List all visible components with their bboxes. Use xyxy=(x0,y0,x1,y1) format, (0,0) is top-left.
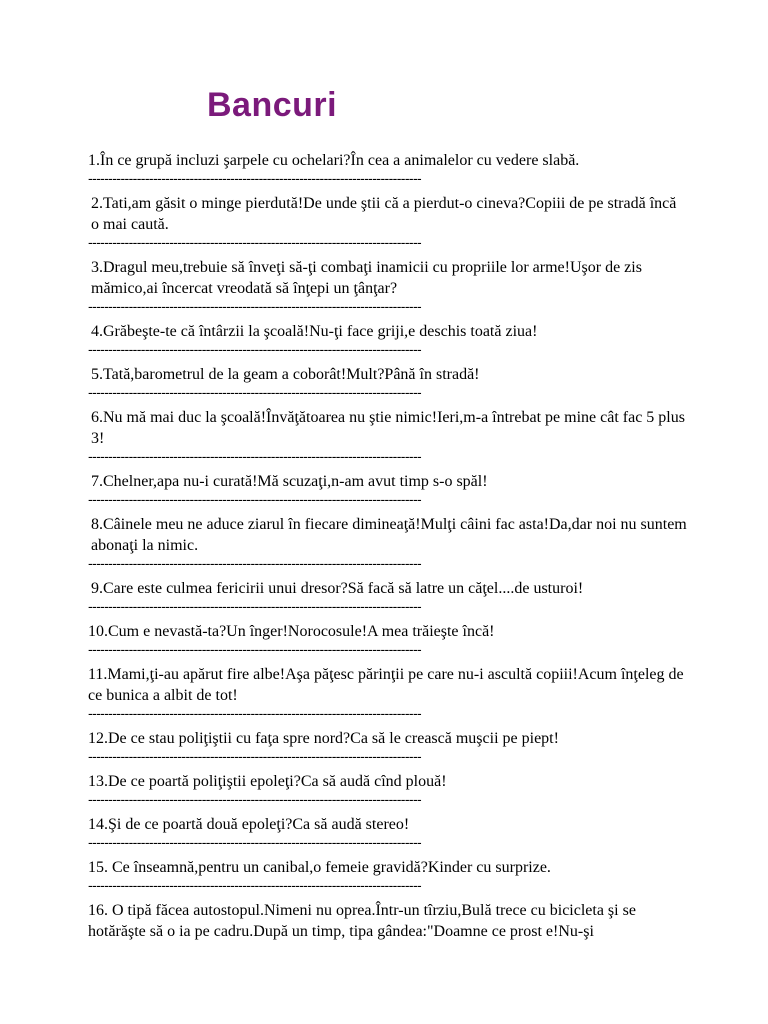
joke-item: 7.Chelner,apa nu-i curată!Mă scuzaţi,n-am avut timp s-o spăl! xyxy=(91,473,488,490)
separator-line: ---------------------------------------------------------------------------------- xyxy=(88,342,422,356)
joke-item: 15. Ce înseamnă,pentru un canibal,o femeie gravidă?Kinder cu surprize. xyxy=(88,859,551,876)
joke-item: 13.De ce poartă poliţiştii epoleţi?Ca să audă cînd plouă! xyxy=(88,773,447,790)
joke-item: 10.Cum e nevastă-ta?Un înger!Norocosule!A mea trăieşte încă! xyxy=(88,623,495,640)
joke-item: 6.Nu mă mai duc la şcoală!Învăţătoarea nu ştie nimic!Ieri,m-a întrebat pe mine cât fac 5 plus 3! xyxy=(91,409,685,447)
joke-item: 11.Mami,ţi-au apărut fire albe!Aşa păţesc părinţii pe care nu-i ascultă copiii!Acum înţeleg de ce bunica a albit de tot! xyxy=(88,666,684,704)
separator-line: ---------------------------------------------------------------------------------- xyxy=(88,299,422,313)
joke-item: 12.De ce stau poliţiştii cu faţa spre nord?Ca să le crească muşcii pe piept! xyxy=(88,730,559,747)
separator-line: ---------------------------------------------------------------------------------- xyxy=(88,642,422,656)
joke-item: 5.Tată,barometrul de la geam a coborât!Mult?Până în stradă! xyxy=(91,366,480,383)
joke-item: 9.Care este culmea fericirii unui dresor?Să facă să latre un căţel....de usturoi! xyxy=(91,580,584,597)
separator-line: ---------------------------------------------------------------------------------- xyxy=(88,749,422,763)
separator-line: ---------------------------------------------------------------------------------- xyxy=(88,878,422,892)
separator-line: ---------------------------------------------------------------------------------- xyxy=(88,706,422,720)
separator-line: ---------------------------------------------------------------------------------- xyxy=(88,792,422,806)
joke-list xyxy=(88,150,688,942)
joke-item: 3.Dragul meu,trebuie să înveţi să-ţi combaţi inamicii cu propriile lor arme!Uşor de zis mămico,ai încercat vreodată să înţepi un ţânţar? xyxy=(91,259,642,297)
separator-line: ---------------------------------------------------------------------------------- xyxy=(88,449,422,463)
separator-line: ---------------------------------------------------------------------------------- xyxy=(88,235,422,249)
page-title: Bancuri xyxy=(207,86,338,124)
separator-line: ---------------------------------------------------------------------------------- xyxy=(88,385,422,399)
separator-line: ---------------------------------------------------------------------------------- xyxy=(88,599,422,613)
joke-item: 1.În ce grupă incluzi şarpele cu ochelari?În cea a animalelor cu vedere slabă. xyxy=(88,152,580,169)
separator-line: ---------------------------------------------------------------------------------- xyxy=(88,492,422,506)
joke-item: 8.Câinele meu ne aduce ziarul în fiecare dimineaţă!Mulţi câini fac asta!Da,dar noi nu suntem abonaţi la nimic. xyxy=(91,516,687,554)
separator-line: ---------------------------------------------------------------------------------- xyxy=(88,171,422,185)
joke-item: 4.Grăbeşte-te că întârzii la şcoală!Nu-ţi face griji,e deschis toată ziua! xyxy=(91,323,538,340)
joke-item: 16. O tipă făcea autostopul.Nimeni nu oprea.Într-un tîrziu,Bulă trece cu bicicleta şi se hotărăşte să o ia pe cadru.După un timp, tipa gândea:"Doamne ce prost e!Nu-şi xyxy=(88,902,636,940)
joke-item: 14.Şi de ce poartă două epoleţi?Ca să audă stereo! xyxy=(88,816,410,833)
joke-item: 2.Tati,am găsit o minge pierdută!De unde ştii că a pierdut-o cineva?Copiii de pe stradă încă o mai caută. xyxy=(91,195,677,233)
separator-line: ---------------------------------------------------------------------------------- xyxy=(88,835,422,849)
separator-line: ---------------------------------------------------------------------------------- xyxy=(88,556,422,570)
